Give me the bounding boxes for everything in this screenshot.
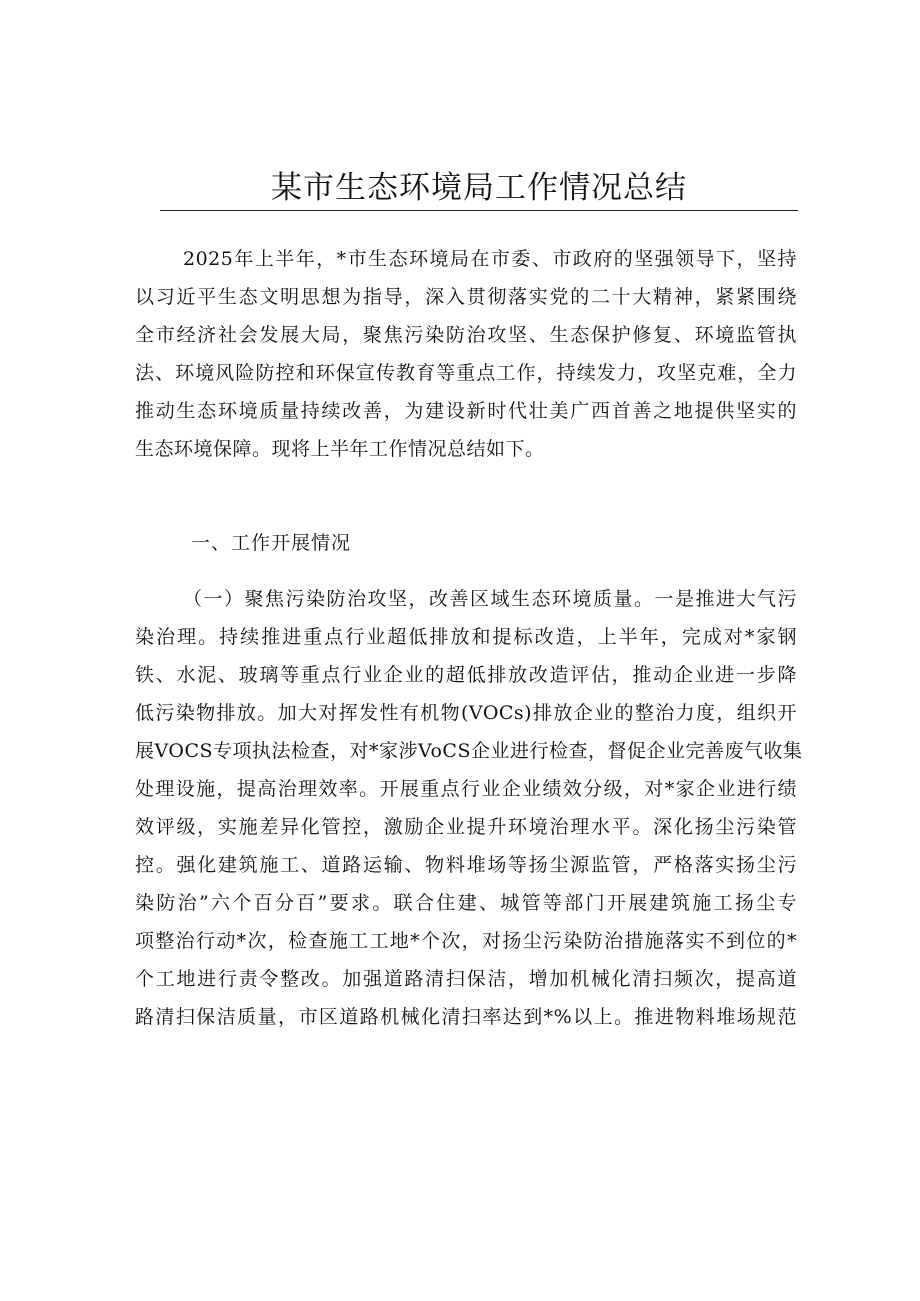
section-line-3: 铁、水泥、玻璃等重点行业企业的超低排放改造评估，推动企业进一步降	[135, 664, 797, 686]
section-line-1: （一）聚焦污染防治攻坚，改善区域生态环境质量。一是推进大气污	[183, 588, 797, 610]
intro-line-6: 生态环境保障。现将上半年工作情况总结如下。	[135, 438, 545, 460]
document-title: 某市生态环境局工作情况总结	[271, 170, 687, 206]
section-line-9: 染防治”六个百分百”要求。联合住建、城管等部门开展建筑施工扬尘专	[135, 892, 797, 914]
section-line-7: 效评级，实施差异化管控，激励企业提升环境治理水平。深化扬尘污染管	[135, 816, 797, 838]
intro-line-1: 2025年上半年，*市生态环境局在市委、市政府的坚强领导下，坚持	[183, 248, 797, 270]
section-line-8: 控。强化建筑施工、道路运输、物料堆场等扬尘源监管，严格落实扬尘污	[135, 854, 797, 876]
section-line-4: 低污染物排放。加大对挥发性有机物(VOCs)排放企业的整治力度，组织开	[135, 702, 797, 724]
section-line-12: 路清扫保洁质量，市区道路机械化清扫率达到*%以上。推进物料堆场规范	[135, 1006, 797, 1028]
section-line-5: 展VOCS专项执法检查，对*家涉VoCS企业进行检查，督促企业完善废气收集	[135, 740, 803, 762]
title-underline	[160, 210, 798, 211]
section-line-2: 染治理。持续推进重点行业超低排放和提标改造，上半年，完成对*家钢	[135, 626, 797, 648]
intro-paragraph	[135, 240, 797, 468]
intro-line-5: 推动生态环境质量持续改善，为建设新时代壮美广西首善之地提供坚实的	[135, 400, 797, 422]
section-heading: 一、工作开展情况	[191, 532, 352, 554]
intro-line-2: 以习近平生态文明思想为指导，深入贯彻落实党的二十大精神，紧紧围绕	[135, 286, 797, 308]
section-line-10: 项整治行动*次，检查施工工地*个次，对扬尘污染防治措施落实不到位的*	[135, 930, 797, 952]
section-paragraph	[135, 580, 803, 1036]
section-line-6: 处理设施，提高治理效率。开展重点行业企业绩效分级，对*家企业进行绩	[135, 778, 797, 800]
section-heading-block	[135, 524, 797, 562]
intro-line-3: 全市经济社会发展大局，聚焦污染防治攻坚、生态保护修复、环境监管执	[135, 324, 797, 346]
intro-line-4: 法、环境风险防控和环保宣传教育等重点工作，持续发力，攻坚克难，全力	[135, 362, 797, 384]
section-line-11: 个工地进行责令整改。加强道路清扫保洁，增加机械化清扫频次，提高道	[135, 968, 797, 990]
